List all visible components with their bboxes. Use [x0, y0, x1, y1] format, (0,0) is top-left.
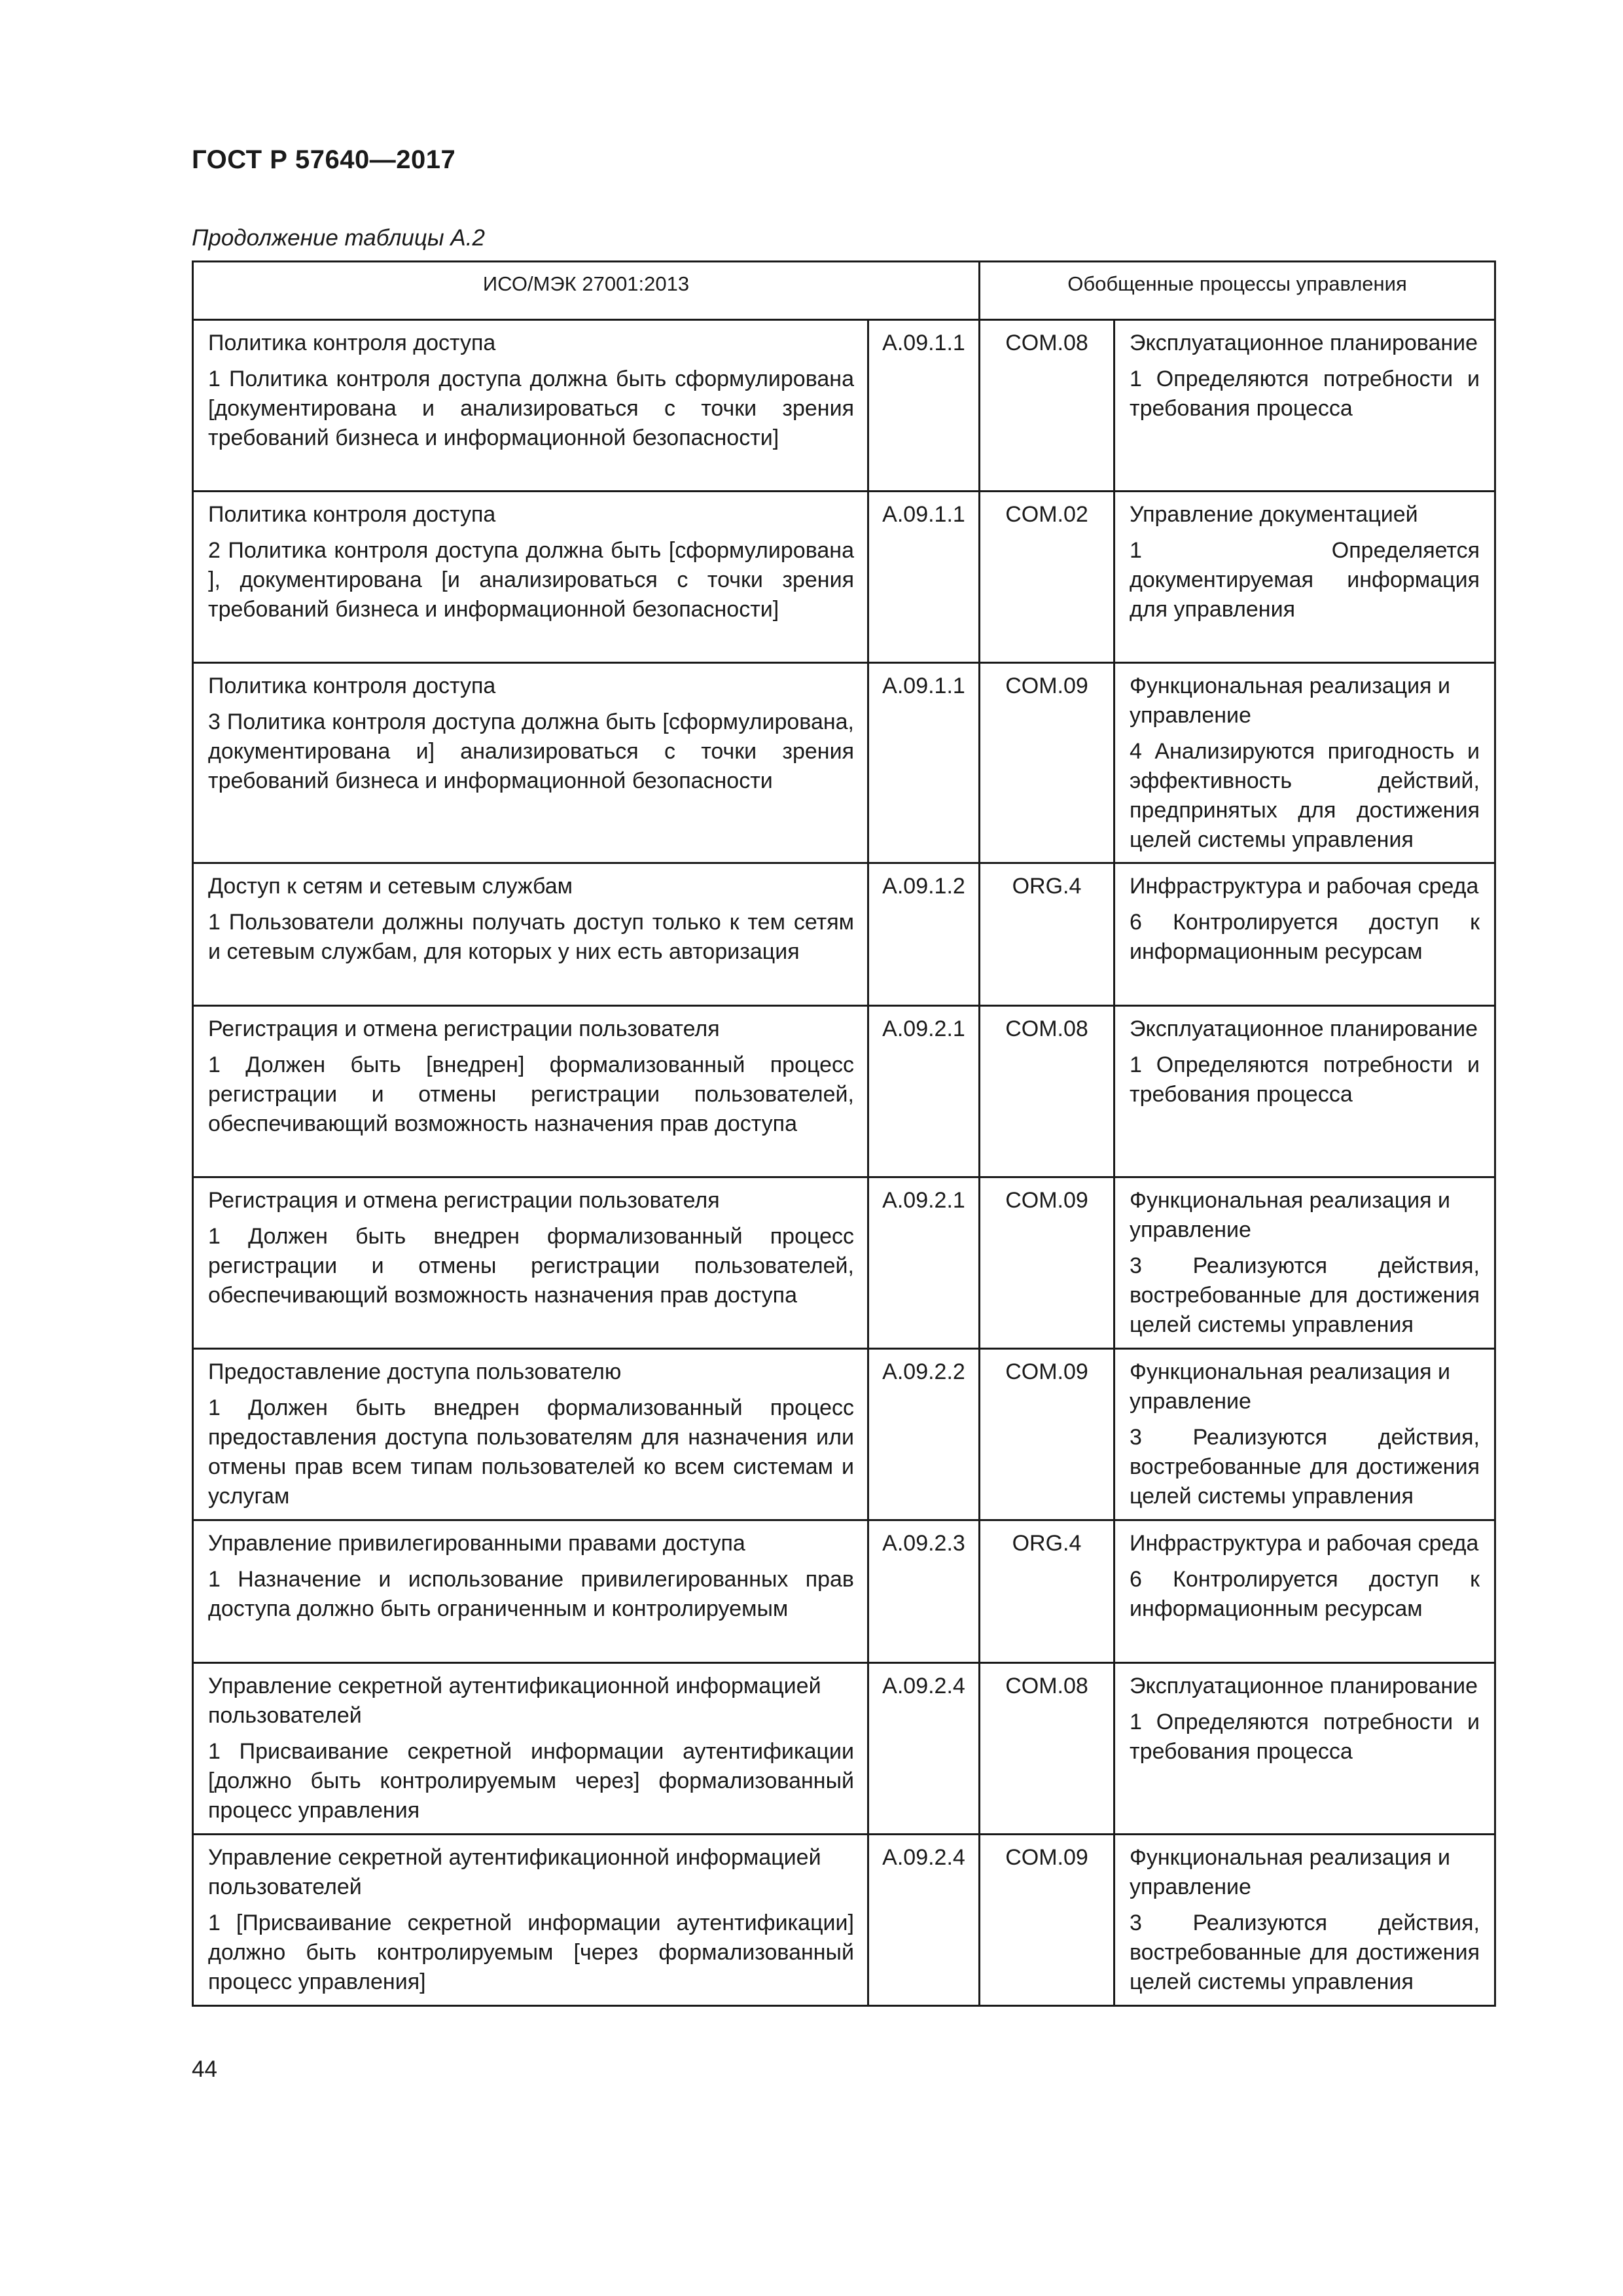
iso-requirement-cell — [193, 863, 868, 1006]
control-id-cell: A.09.1.1 — [868, 663, 980, 863]
process-code-cell: COM.09 — [980, 663, 1115, 863]
iso-requirement-text: 1 Присваивание секретной информации аутентификации [должно быть контролируемым через] формализованный процесс управления — [208, 1739, 854, 1823]
process-code-cell: COM.09 — [980, 1835, 1115, 2006]
iso-requirement-title: Регистрация и отмена регистрации пользователя — [208, 1188, 720, 1213]
process-cell — [1115, 1177, 1495, 1349]
iso-requirement-title: Управление привилегированными правами доступа — [208, 1531, 745, 1556]
table-caption: Продолжение таблицы А.2 — [192, 225, 485, 251]
process-title: Инфраструктура и рабочая среда — [1130, 1531, 1479, 1556]
document-code: ГОСТ Р 57640—2017 — [192, 145, 456, 174]
table-header-row — [193, 262, 1495, 320]
header-iso-standard: ИСО/МЭК 27001:2013 — [193, 262, 980, 320]
iso-requirement-text: 1 Должен быть [внедрен] формализованный процесс регистрации и отмены регистрации пользователей, обеспечивающий возможность назначения прав доступа — [208, 1052, 854, 1136]
iso-requirement-cell — [193, 1835, 868, 2006]
process-code-cell: COM.09 — [980, 1177, 1115, 1349]
iso-requirement-cell — [193, 1177, 868, 1349]
control-id-cell: A.09.1.1 — [868, 320, 980, 492]
process-title: Функциональная реализация и управление — [1130, 1845, 1451, 1899]
process-title: Функциональная реализация и управление — [1130, 1359, 1451, 1414]
process-cell — [1115, 863, 1495, 1006]
process-cell — [1115, 663, 1495, 863]
iso-requirement-title: Доступ к сетям и сетевым службам — [208, 874, 573, 899]
table-row — [193, 320, 1495, 492]
iso-requirement-title: Предоставление доступа пользователю — [208, 1359, 622, 1384]
control-id-cell: A.09.2.4 — [868, 1835, 980, 2006]
mapping-table — [192, 260, 1496, 2007]
process-text: 3 Реализуются действия, востребованные для достижения целей системы управления — [1130, 1253, 1480, 1337]
process-cell — [1115, 1349, 1495, 1520]
iso-requirement-cell — [193, 1006, 868, 1177]
process-text: 1 Определяется документируемая информация для управления — [1130, 538, 1480, 622]
process-title: Инфраструктура и рабочая среда — [1130, 874, 1479, 899]
process-text: 1 Определяются потребности и требования процесса — [1130, 1710, 1480, 1764]
process-code-cell: COM.09 — [980, 1349, 1115, 1520]
iso-requirement-text: 1 Должен быть внедрен формализованный процесс регистрации и отмены регистрации пользователей, обеспечивающий возможность назначения прав доступа — [208, 1224, 854, 1308]
control-id-cell: A.09.2.2 — [868, 1349, 980, 1520]
process-title: Управление документацией — [1130, 502, 1418, 527]
control-id-cell: A.09.1.1 — [868, 492, 980, 663]
control-id-cell: A.09.2.1 — [868, 1006, 980, 1177]
process-title: Эксплуатационное планирование — [1130, 1674, 1478, 1698]
table-row — [193, 492, 1495, 663]
process-text: 1 Определяются потребности и требования процесса — [1130, 367, 1480, 421]
iso-requirement-cell — [193, 492, 868, 663]
header-generalized-processes: Обобщенные процессы управления — [980, 262, 1495, 320]
process-cell — [1115, 492, 1495, 663]
table-row — [193, 1835, 1495, 2006]
iso-requirement-text: 1 Политика контроля доступа должна быть сформулирована [документирована и анализироваться с точки зрения требований бизнеса и информационной безопасности] — [208, 367, 854, 450]
table-row — [193, 1663, 1495, 1835]
process-code-cell: COM.02 — [980, 492, 1115, 663]
iso-requirement-text: 1 Должен быть внедрен формализованный процесс предоставления доступа пользователям для назначения или отмены прав всем типам пользователей ко всем системам и услугам — [208, 1395, 854, 1509]
iso-requirement-text: 1 [Присваивание секретной информации аутентификации] должно быть контролируемым [через формализованный процесс управления] — [208, 1910, 854, 1994]
page-number: 44 — [192, 2056, 217, 2082]
iso-requirement-cell — [193, 1663, 868, 1835]
iso-requirement-text: 3 Политика контроля доступа должна быть [сформулирована, документирована и] анализироваться с точки зрения требований бизнеса и информационной безопасности — [208, 709, 854, 793]
process-cell — [1115, 1520, 1495, 1663]
process-title: Функциональная реализация и управление — [1130, 1188, 1451, 1242]
process-title: Функциональная реализация и управление — [1130, 673, 1451, 728]
iso-requirement-text: 2 Политика контроля доступа должна быть [сформулирована ], документирована [и анализироваться с точки зрения требований бизнеса и информационной безопасности] — [208, 538, 854, 622]
process-code-cell: COM.08 — [980, 1663, 1115, 1835]
process-title: Эксплуатационное планирование — [1130, 331, 1478, 355]
process-cell — [1115, 320, 1495, 492]
process-text: 1 Определяются потребности и требования процесса — [1130, 1052, 1480, 1107]
process-text: 6 Контролируется доступ к информационным ресурсам — [1130, 910, 1480, 964]
table-row — [193, 663, 1495, 863]
table-row — [193, 863, 1495, 1006]
control-id-cell: A.09.2.1 — [868, 1177, 980, 1349]
process-text: 6 Контролируется доступ к информационным ресурсам — [1130, 1567, 1480, 1621]
table-row — [193, 1006, 1495, 1177]
control-id-cell: A.09.2.3 — [868, 1520, 980, 1663]
iso-requirement-cell — [193, 1520, 868, 1663]
process-cell — [1115, 1006, 1495, 1177]
iso-requirement-cell — [193, 663, 868, 863]
process-text: 3 Реализуются действия, востребованные для достижения целей системы управления — [1130, 1425, 1480, 1509]
iso-requirement-cell — [193, 1349, 868, 1520]
iso-requirement-cell — [193, 320, 868, 492]
process-code-cell: ORG.4 — [980, 863, 1115, 1006]
iso-requirement-title: Политика контроля доступа — [208, 502, 496, 527]
table-row — [193, 1177, 1495, 1349]
process-cell — [1115, 1663, 1495, 1835]
iso-requirement-title: Управление секретной аутентификационной информацией пользователей — [208, 1674, 821, 1728]
iso-requirement-title: Управление секретной аутентификационной информацией пользователей — [208, 1845, 821, 1899]
control-id-cell: A.09.2.4 — [868, 1663, 980, 1835]
control-id-cell: A.09.1.2 — [868, 863, 980, 1006]
iso-requirement-title: Политика контроля доступа — [208, 673, 496, 698]
iso-requirement-text: 1 Пользователи должны получать доступ только к тем сетям и сетевым службам, для которых у них есть авторизация — [208, 910, 854, 964]
table-row — [193, 1520, 1495, 1663]
process-title: Эксплуатационное планирование — [1130, 1016, 1478, 1041]
process-code-cell: COM.08 — [980, 1006, 1115, 1177]
process-code-cell: COM.08 — [980, 320, 1115, 492]
process-text: 4 Анализируются пригодность и эффективность действий, предпринятых для достижения целей системы управления — [1130, 739, 1480, 852]
process-cell — [1115, 1835, 1495, 2006]
process-text: 3 Реализуются действия, востребованные для достижения целей системы управления — [1130, 1910, 1480, 1994]
table-row — [193, 1349, 1495, 1520]
iso-requirement-title: Регистрация и отмена регистрации пользователя — [208, 1016, 720, 1041]
process-code-cell: ORG.4 — [980, 1520, 1115, 1663]
iso-requirement-text: 1 Назначение и использование привилегированных прав доступа должно быть ограниченным и контролируемым — [208, 1567, 854, 1621]
iso-requirement-title: Политика контроля доступа — [208, 331, 496, 355]
